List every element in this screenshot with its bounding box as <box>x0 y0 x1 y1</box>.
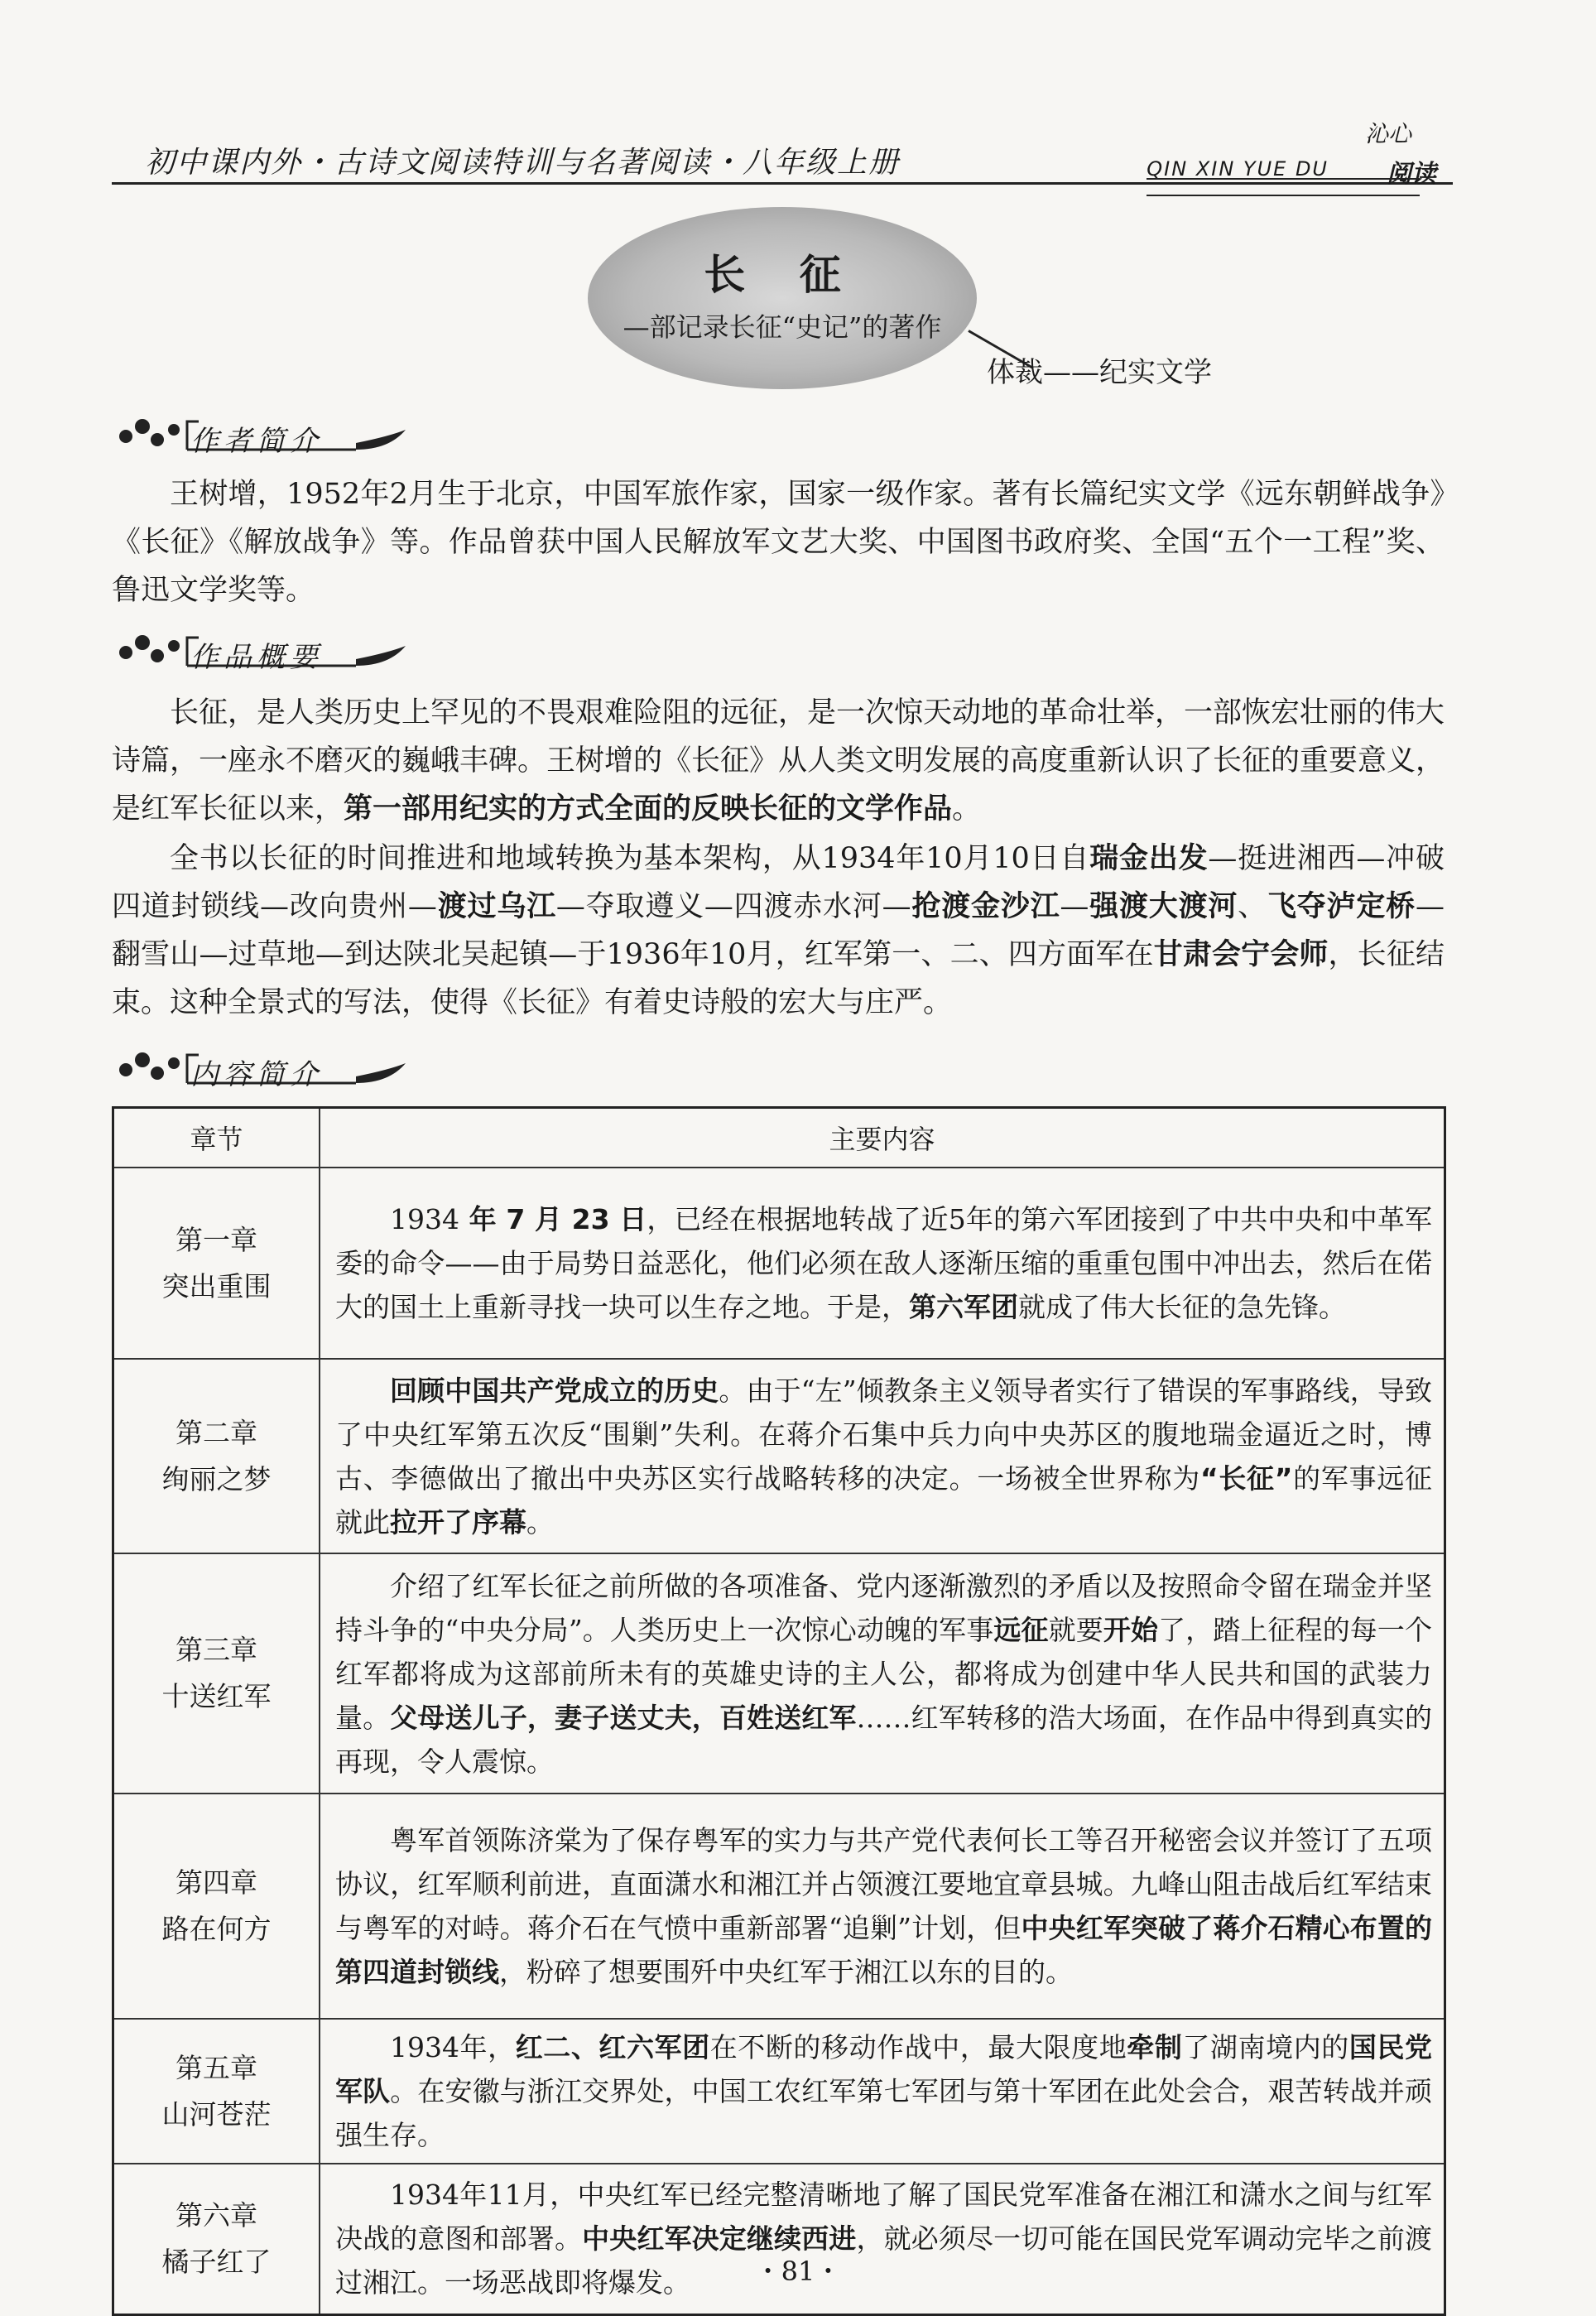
summary-highlight: 第六军团 <box>909 1291 1018 1323</box>
summary-text: 就要 <box>1048 1613 1103 1646</box>
table-row <box>113 1553 1445 1794</box>
chapter-title: 橘子红了 <box>161 2245 272 2278</box>
overview-text: —翻雪山—过草地—到达陕北吴起镇—于1936年10月，红军第一、二、四方面军在 <box>112 890 1445 971</box>
chapter-title: 路在何方 <box>161 1913 272 1945</box>
summary-text: ，就必须尽一切可能在国民党军调动完毕之前渡过湘江。一场恶战即将爆发。 <box>335 2222 1433 2299</box>
summary-text: 在不断的移动作战中，最大限度地 <box>709 2031 1127 2063</box>
book-subtitle: —部记录长征“史记”的著作 <box>623 311 942 343</box>
overview-text: —挺进湘西—冲破四道封锁线—改向贵州— <box>112 842 1445 923</box>
overview-highlight: 第一部用纪实的方式全面的反映长征的文学作品 <box>344 792 953 826</box>
book-title: 长 征 <box>704 250 861 299</box>
chapter-cell <box>113 1794 320 2019</box>
chapter-number: 第二章 <box>175 1416 257 1449</box>
section-title-author: 作者简介 <box>190 425 323 458</box>
summary-text: ……红军转移的浩大场面，在作品中得到真实的再现，令人震惊。 <box>335 1701 1433 1778</box>
chapter-cell <box>113 2164 320 2314</box>
book-genre: 体裁——纪实文学 <box>987 356 1212 389</box>
chapter-number: 第四章 <box>175 1866 257 1899</box>
chapter-summary <box>320 2164 1445 2314</box>
brand-rule <box>1147 178 1420 196</box>
overview-paragraph-2 <box>112 835 1445 1027</box>
summary-highlight: 国民党军队 <box>335 2031 1433 2107</box>
table-row <box>113 1168 1445 1359</box>
summary-text: 就成了伟大长征的急先锋。 <box>1018 1291 1346 1323</box>
summary-highlight: 年 7 月 23 日 <box>459 1203 647 1235</box>
brand-name-bottom: 阅读 <box>1387 160 1436 189</box>
summary-text: 了湖南境内的 <box>1182 2031 1349 2063</box>
overview-highlight: 抢渡金沙江 <box>911 890 1060 923</box>
table-row <box>113 1794 1445 2019</box>
brand-pinyin: QIN XIN YUE DU <box>1147 157 1329 181</box>
overview-highlight: 渡过乌江 <box>436 890 556 923</box>
overview-text: 、 <box>1238 890 1267 923</box>
summary-highlight: 牵制 <box>1127 2031 1183 2063</box>
chapter-summary <box>320 2019 1445 2164</box>
chapter-title: 十送红军 <box>161 1680 272 1712</box>
page-header <box>112 120 1453 189</box>
chapter-cell <box>113 1168 320 1359</box>
summary-text: 介绍了红军长征之前所做的各项准备、党内逐渐激烈的矛盾以及按照命令留在瑞金并坚持斗争的“中央分局”。人类历史上一次惊心动魄的军事 <box>335 1569 1432 1646</box>
overview-text: — <box>1060 890 1089 923</box>
column-header: 主要内容 <box>320 1108 1445 1168</box>
chapter-number: 第六章 <box>175 2198 257 2232</box>
chapter-title: 山河苍茫 <box>161 2097 272 2131</box>
summary-text: ，粉碎了想要围歼中央红军于湘江以东的目的。 <box>499 1956 1073 1988</box>
summary-highlight: 开始 <box>1103 1613 1159 1646</box>
overview-text: ，长征结束。这种全景式的写法，使得《长征》有着史诗般的宏大与庄严。 <box>112 938 1445 1019</box>
summary-text: 1934 <box>390 1203 459 1235</box>
table-row <box>113 2164 1445 2314</box>
summary-text: 。在安徽与浙江交界处，中国工农红军第七军团与第十军团在此处会合，艰苦转战并顽强生存。 <box>335 2075 1433 2151</box>
overview-highlight: 瑞金出发 <box>1089 842 1209 875</box>
section-header-overview <box>108 628 422 677</box>
summary-highlight: 父母送儿子，妻子送丈夫，百姓送红军 <box>390 1701 857 1734</box>
overview-text: —夺取遵义—四渡赤水河— <box>555 890 911 923</box>
overview-highlight: 甘肃会宁会师 <box>1153 938 1329 971</box>
overview-paragraph-1 <box>112 689 1445 833</box>
overview-text: 长征，是人类历史上罕见的不畏艰难险阻的远征，是一次惊天动地的革命壮举，一部恢宏壮丽的伟大诗篇，一座永不磨灭的巍峨丰碑。王树增的《长征》从人类文明发展的高度重新认识了长征的重要意义，是红军长征以来， <box>112 696 1445 826</box>
table-row <box>113 2019 1445 2164</box>
table-row <box>113 1359 1445 1553</box>
summary-highlight: 中央红军决定继续西进 <box>582 2222 857 2256</box>
chapter-cell <box>113 1553 320 1794</box>
summary-text: 1934年， <box>390 2031 516 2063</box>
summary-text: 1934年11月，中央红军已经完整清晰地了解了国民党军准备在湘江和潇水之间与红军决战的意图和部署。 <box>335 2179 1432 2256</box>
chapter-cell <box>113 2019 320 2164</box>
chapter-number: 第一章 <box>175 1223 257 1256</box>
chapter-summary <box>320 1359 1445 1553</box>
chapter-summary <box>320 1794 1445 2019</box>
summary-text: 了，踏上征程的每一个红军都将成为这部前所未有的英雄史诗的主人公，都将成为创建中华人民共和国的武装力量。 <box>335 1613 1433 1734</box>
summary-highlight: 回顾中国共产党成立的历史 <box>390 1374 719 1407</box>
chapter-summary <box>320 1553 1445 1794</box>
section-header-author <box>108 412 422 461</box>
chapter-table <box>112 1106 1446 2316</box>
overview-highlight: 飞夺泸定桥 <box>1267 890 1416 923</box>
section-header-content <box>108 1045 422 1095</box>
summary-text: ，已经在根据地转战了近5年的第六军团接到了中共中央和中革军委的命令——由于局势日益恶化，他们必须在敌人逐渐压缩的重重包围中冲出去，然后在偌大的国土上重新寻找一块可以生存之地。于是， <box>335 1203 1433 1323</box>
chapter-title: 突出重围 <box>161 1269 272 1302</box>
summary-text: 粤军首领陈济棠为了保存粤军的实力与共产党代表何长工等召开秘密会议并签订了五项协议，红军顺利前进，直面潇水和湘江并占领渡江要地宜章县城。九峰山阻击战后红军结束与粤军的对峙。蒋介石在气愤中重新部署“追剿”计划，但 <box>335 1824 1432 1944</box>
chapter-number: 第五章 <box>175 2051 257 2084</box>
summary-text: 的军事远征就此 <box>335 1461 1433 1538</box>
chapter-number: 第三章 <box>175 1634 257 1666</box>
summary-highlight: 中央红军突破了蒋介石精心布置的第四道封锁线 <box>335 1912 1433 1988</box>
brand-name-top: 沁心 <box>1364 120 1411 147</box>
section-title-overview: 作品概要 <box>190 641 323 674</box>
author-intro: 王树增，1952年2月生于北京，中国军旅作家，国家一级作家。著有长篇纪实文学《远东朝鲜战争》《长征》《解放战争》等。作品曾获中国人民解放军文艺大奖、中国图书政府奖、全国“五个一工程”奖、鲁迅文学奖等。 <box>112 478 1445 607</box>
overview-text: 。 <box>952 792 982 826</box>
overview-text: 全书以长征的时间推进和地域转换为基本架构，从1934年10月10日自 <box>170 842 1090 875</box>
chapter-title: 绚丽之梦 <box>161 1462 272 1495</box>
chapter-summary <box>320 1168 1445 1359</box>
overview-highlight: 强渡大渡河 <box>1089 890 1238 923</box>
section-title-content: 内容简介 <box>190 1058 323 1091</box>
summary-highlight: 红二、红六军团 <box>515 2031 710 2063</box>
summary-text: 。由于“左”倾教条主义领导者实行了错误的军事路线，导致了中央红军第五次反“围剿”失利。在蒋介石集中兵力向中央苏区的腹地瑞金逼近之时，博古、李德做出了撤出中央苏区实行战略转移的决定。一场被全世界称为 <box>335 1374 1432 1495</box>
book-title-oval <box>588 207 977 389</box>
summary-highlight: 远征 <box>993 1613 1049 1646</box>
page-number: ・81・ <box>754 2256 842 2287</box>
column-header: 章节 <box>113 1108 320 1168</box>
summary-text: 。 <box>526 1505 554 1538</box>
table-header-row <box>113 1108 1445 1168</box>
chapter-cell <box>113 1359 320 1553</box>
summary-highlight: “长征” <box>1199 1461 1293 1495</box>
header-title: 初中课内外・古诗文阅读特训与名著阅读・八年级上册 <box>145 146 901 180</box>
summary-highlight: 拉开了序幕 <box>390 1505 526 1538</box>
